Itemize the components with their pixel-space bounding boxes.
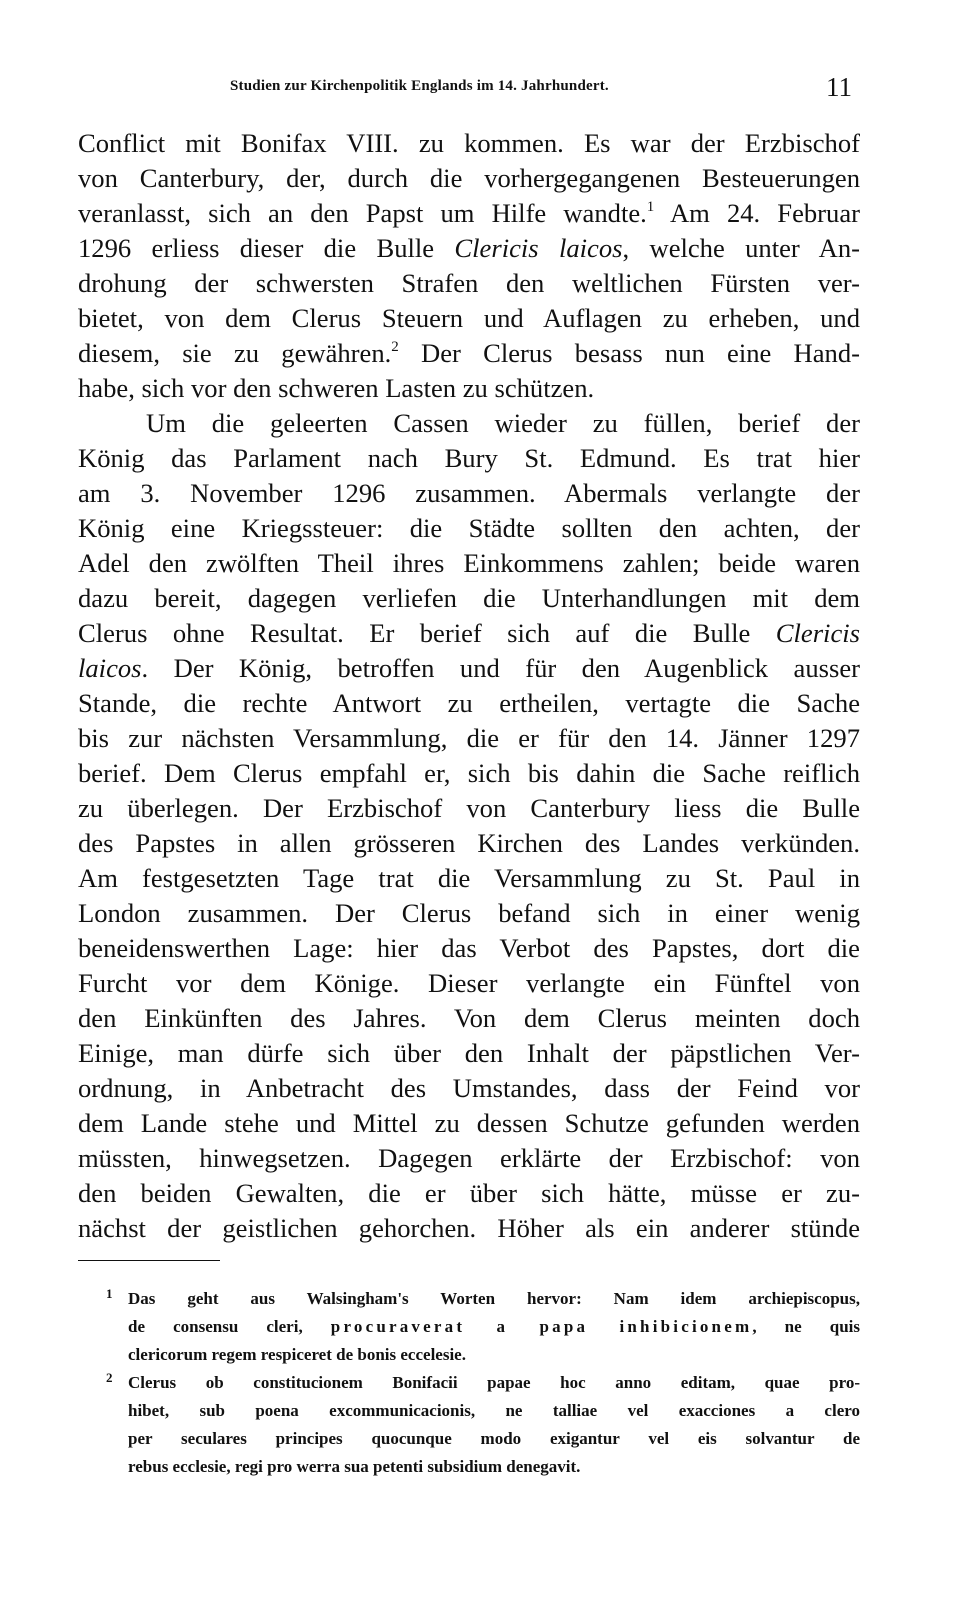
- text-line: habe, sich vor den schweren Lasten zu schützen.: [78, 373, 595, 403]
- text-line: laicos. Der König, betroffen und für den Augenblick ausser: [78, 653, 860, 683]
- page-header: [78, 72, 860, 102]
- text-line: drohung der schwersten Strafen den weltlichen Fürsten ver-: [78, 268, 860, 298]
- main-text: [78, 126, 860, 1246]
- footnote-line: clericorum regem respiceret de bonis eccelesie.: [128, 1345, 466, 1364]
- text-line: müssten, hinwegsetzen. Dagegen erklärte der Erzbischof: von: [78, 1143, 860, 1173]
- text-line: Am festgesetzten Tage trat die Versammlung zu St. Paul in: [78, 863, 860, 893]
- italic-title: Clericis laicos: [454, 233, 623, 263]
- text-line: König das Parlament nach Bury St. Edmund. Es trat hier: [78, 443, 860, 473]
- italic-title: Clericis: [775, 618, 860, 648]
- text-line: den Einkünften des Jahres. Von dem Clerus meinten doch: [78, 1003, 860, 1033]
- text-line: dazu bereit, dagegen verliefen die Unterhandlungen mit dem: [78, 583, 860, 613]
- text-line: den beiden Gewalten, die er über sich hätte, müsse er zu-: [78, 1178, 860, 1208]
- paragraph-start-line: Um die geleerten Cassen wieder zu füllen, berief der: [146, 408, 860, 438]
- text-line: des Papstes in allen grösseren Kirchen des Landes verkünden.: [78, 828, 860, 858]
- footnote-line: rebus ecclesie, regi pro werra sua petenti subsidium denegavit.: [128, 1457, 581, 1476]
- text-line: berief. Dem Clerus empfahl er, sich bis dahin die Sache reiflich: [78, 758, 860, 788]
- text-line: London zusammen. Der Clerus befand sich in einer wenig: [78, 898, 860, 928]
- text-line: Adel den zwölften Theil ihres Einkommens zahlen; beide waren: [78, 548, 860, 578]
- text-line: König eine Kriegssteuer: die Städte sollten den achten, der: [78, 513, 860, 543]
- text-line: bis zur nächsten Versammlung, die er für den 14. Jänner 1297: [78, 723, 860, 753]
- text-line: von Canterbury, der, durch die vorhergegangenen Besteuerungen: [78, 163, 860, 193]
- text-line: Clerus ohne Resultat. Er berief sich auf die Bulle Clericis: [78, 618, 860, 648]
- footnote-ref-2[interactable]: 2: [391, 339, 399, 355]
- spaced-text: procuraverat a papa inhibicionem: [330, 1317, 753, 1336]
- text-line: Einige, man dürfe sich über den Inhalt der päpstlichen Ver-: [78, 1038, 860, 1068]
- footnote-ref-1[interactable]: 1: [646, 199, 655, 215]
- text-line: Conflict mit Bonifax VIII. zu kommen. Es war der Erzbischof: [78, 128, 860, 158]
- page-number: 11: [826, 72, 852, 102]
- footnote-separator: [78, 1260, 220, 1261]
- footnote-line: de consensu cleri, procuraverat a papa inhibicionem, ne quis: [128, 1317, 861, 1336]
- text-line: zu überlegen. Der Erzbischof von Canterbury liess die Bulle: [78, 793, 860, 823]
- text-line: am 3. November 1296 zusammen. Abermals verlangte der: [78, 478, 860, 508]
- footnote-2: 2 Clerus ob constitucionem Bonifacii papae hoc anno editam, quae pro-: [106, 1370, 860, 1392]
- running-head: Studien zur Kirchenpolitik Englands im 14. Jahrhundert.: [230, 78, 609, 94]
- text-line: diesem, sie zu gewähren.$^2$ Der Clerus besass nun eine Hand-: [78, 338, 861, 368]
- footnote-line: hibet, sub poena excommunicacionis, ne talliae vel exacciones a clero: [128, 1401, 860, 1420]
- text-line: bietet, von dem Clerus Steuern und Auflagen zu erheben, und: [78, 303, 860, 333]
- italic-title: laicos: [78, 653, 142, 683]
- text-line: ordnung, in Anbetracht des Umstandes, dass der Feind vor: [78, 1073, 860, 1103]
- text-line: Furcht vor dem Könige. Dieser verlangte ein Fünftel von: [78, 968, 860, 998]
- text-line: veranlasst, sich an den Papst um Hilfe wandte.$^1$ Am 24. Februar: [78, 198, 860, 228]
- footnotes: [78, 1285, 860, 1481]
- text-line: nächst der geistlichen gehorchen. Höher als ein anderer stünde: [78, 1213, 860, 1243]
- text-line: dem Lande stehe und Mittel zu dessen Schutze gefunden werden: [78, 1108, 860, 1138]
- text-line: beneidenswerthen Lage: hier das Verbot des Papstes, dort die: [78, 933, 860, 963]
- text-line: Stande, die rechte Antwort zu ertheilen, vertagte die Sache: [78, 688, 860, 718]
- text-line: 1296 erliess dieser die Bulle Clericis laicos, welche unter An-: [78, 233, 860, 263]
- footnote-line: per seculares principes quocunque modo exigantur vel eis solvantur de: [128, 1429, 860, 1448]
- footnote-1: 1 Das geht aus Walsingham's Worten hervor: Nam idem archiepiscopus,: [106, 1286, 860, 1308]
